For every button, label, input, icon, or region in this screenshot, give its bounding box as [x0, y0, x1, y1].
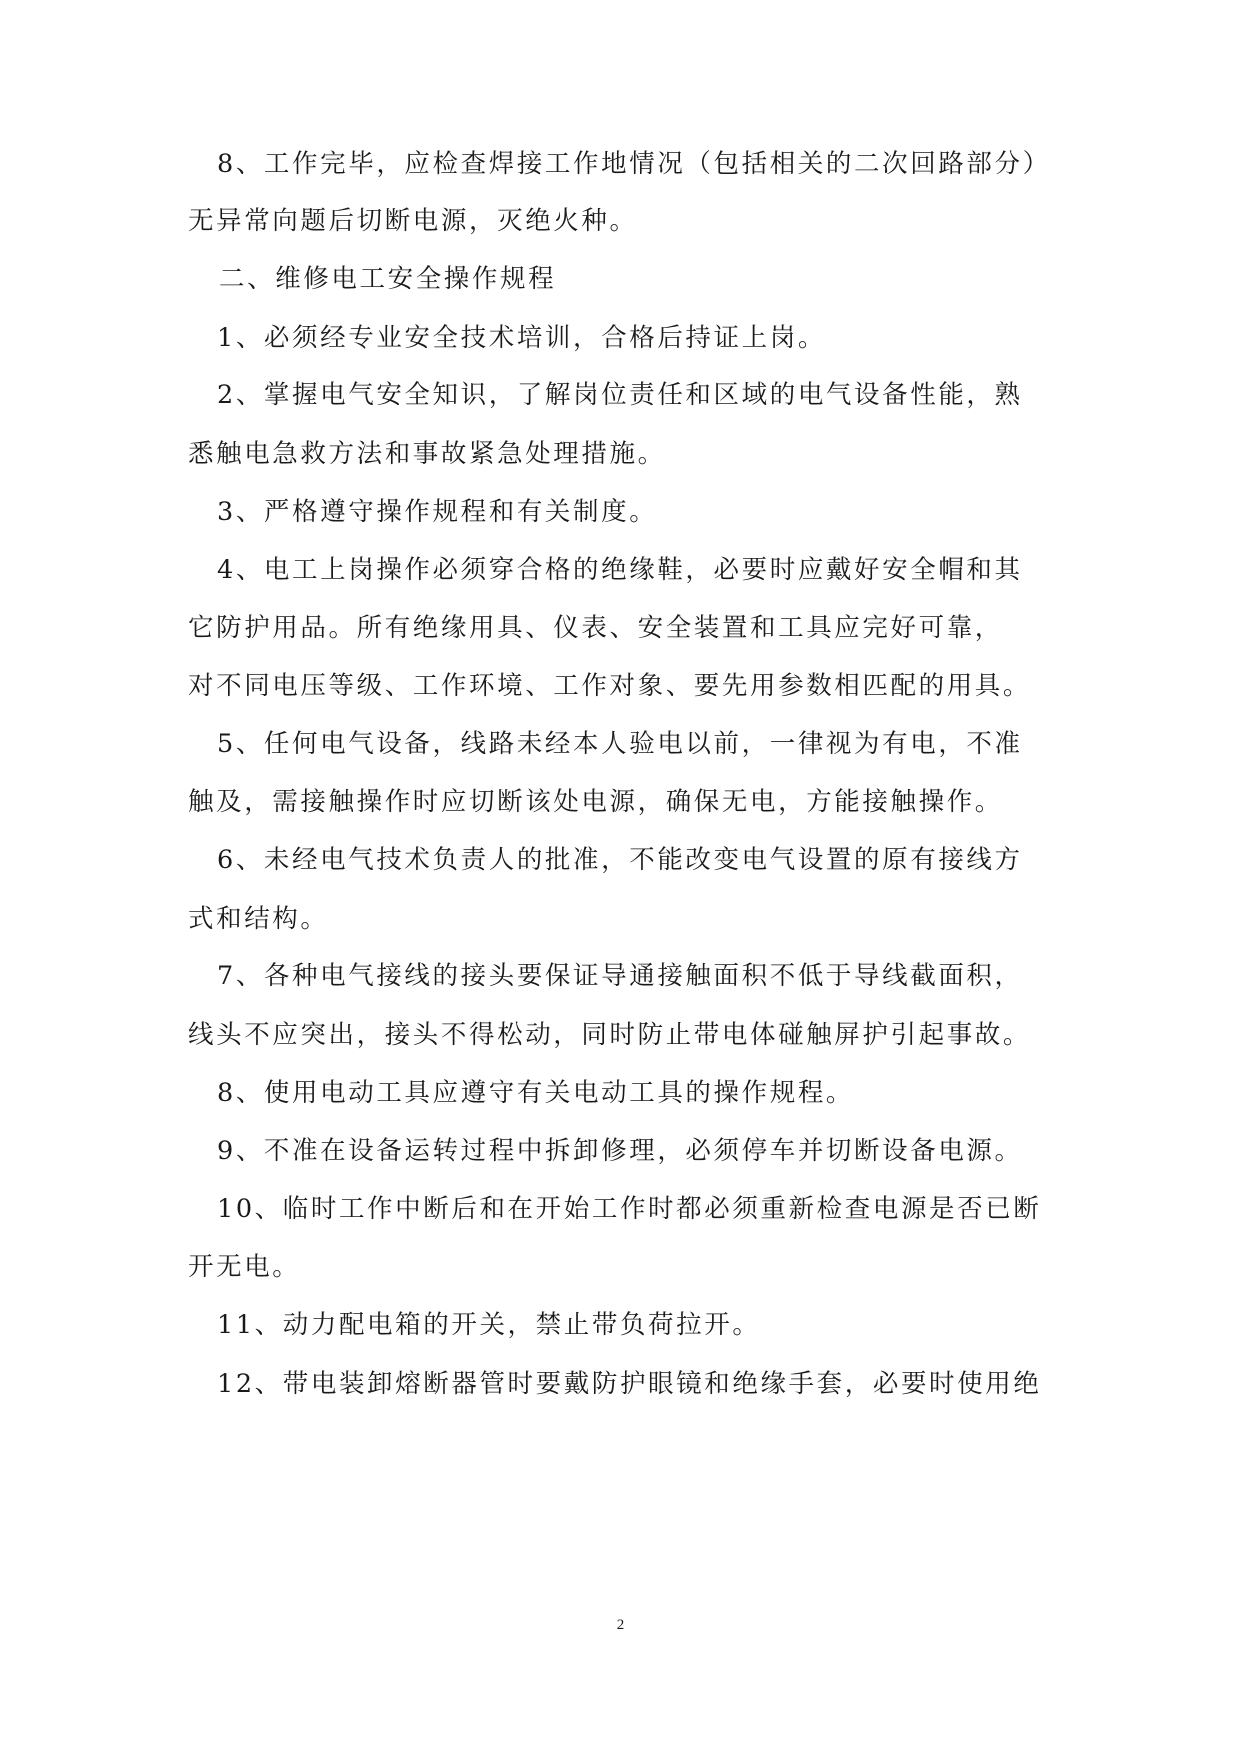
text-line: 4、电工上岗操作必须穿合格的绝缘鞋，必要时应戴好安全帽和其	[217, 555, 1023, 585]
text-line: 1、必须经专业安全技术培训，合格后持证上岗。	[217, 323, 826, 353]
text-line: 7、各种电气接线的接头要保证导通接触面积不低于导线截面积，	[217, 961, 1023, 991]
text-line: 3、严格遵守操作规程和有关制度。	[217, 497, 658, 527]
text-line: 2、掌握电气安全知识，了解岗位责任和区域的电气设备性能，熟	[217, 380, 1023, 410]
text-line: 无异常向题后切断电源，灭绝火种。	[188, 206, 638, 236]
text-line: 对不同电压等级、工作环境、工作对象、要先用参数相匹配的用具。	[188, 671, 1032, 701]
text-line: 它防护用品。所有绝缘用具、仪表、安全装置和工具应完好可靠，	[188, 613, 1003, 643]
text-line: 开无电。	[188, 1252, 301, 1282]
text-line: 5、任何电气设备，线路未经本人验电以前，一律视为有电，不准	[217, 729, 1023, 759]
text-line: 触及，需接触操作时应切断该处电源，确保无电，方能接触操作。	[188, 787, 1003, 817]
text-line: 8、使用电动工具应遵守有关电动工具的操作规程。	[217, 1078, 855, 1108]
text-line: 线头不应突出，接头不得松动，同时防止带电体碰触屏护引起事故。	[188, 1020, 1032, 1050]
text-line: 10、临时工作中断后和在开始工作时都必须重新检查电源是否已断	[217, 1194, 1042, 1224]
text-line: 8、工作完毕，应检查焊接工作地情况（包括相关的二次回路部分）	[217, 149, 1051, 179]
text-line: 12、带电装卸熔断器管时要戴防护眼镜和绝缘手套，必要时使用绝	[217, 1369, 1042, 1399]
page-number: 2	[616, 1617, 625, 1633]
text-line: 悉触电急救方法和事故紧急处理措施。	[188, 439, 666, 469]
section-heading: 二、维修电工安全操作规程	[219, 264, 557, 294]
text-line: 式和结构。	[188, 904, 329, 934]
text-line: 9、不准在设备运转过程中拆卸修理，必须停车并切断设备电源。	[217, 1136, 1023, 1166]
text-line: 11、动力配电箱的开关，禁止带负荷拉开。	[217, 1310, 761, 1340]
text-line: 6、未经电气技术负责人的批准，不能改变电气设置的原有接线方	[217, 845, 1023, 875]
